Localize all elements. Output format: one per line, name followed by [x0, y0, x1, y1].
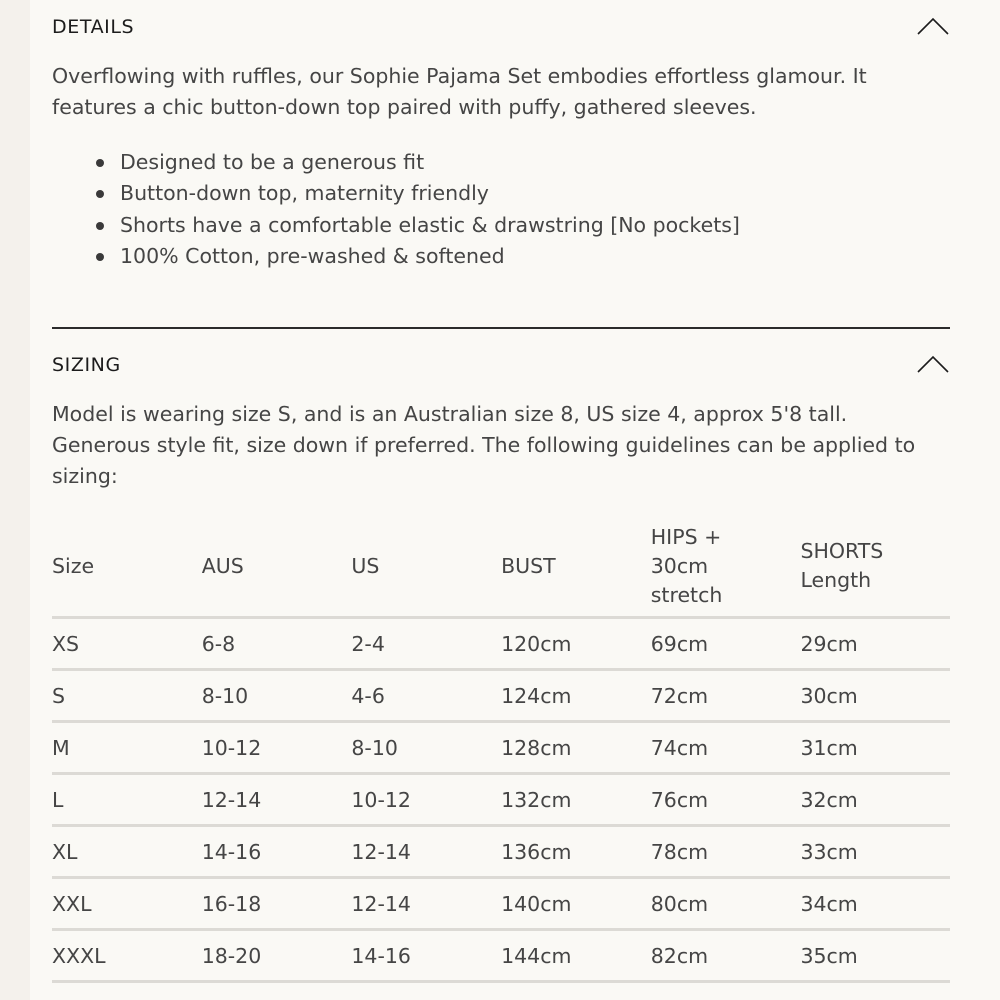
table-cell: 12-14: [202, 774, 352, 826]
table-cell: 124cm: [501, 670, 651, 722]
sizing-accordion-header[interactable]: [52, 345, 950, 385]
table-cell: L: [52, 774, 202, 826]
table-cell: 8-10: [351, 722, 501, 774]
table-cell: 82cm: [651, 930, 801, 982]
table-cell: 35cm: [800, 930, 950, 982]
table-cell: 6-8: [202, 618, 352, 670]
table-cell: XXL: [52, 878, 202, 930]
details-description-line: features a chic button-down top paired with puffy, gathered sleeves.: [52, 95, 757, 119]
column-header-size: Size: [52, 516, 202, 618]
table-row: [52, 774, 950, 826]
table-cell: 31cm: [800, 722, 950, 774]
table-row: [52, 618, 950, 670]
chevron-up-icon[interactable]: [916, 15, 950, 37]
sizing-intro-line: sizing:: [52, 464, 118, 488]
column-header-shorts-length: SHORTS Length: [800, 516, 950, 618]
table-cell: M: [52, 722, 202, 774]
list-item: Designed to be a generous fit: [52, 147, 932, 178]
table-row: [52, 930, 950, 982]
table-cell: 14-16: [351, 930, 501, 982]
sizing-intro-line: Model is wearing size S, and is an Australian size 8, US size 4, approx 5'8 tall.: [52, 402, 848, 426]
table-cell: 32cm: [800, 774, 950, 826]
sizing-intro: [52, 399, 952, 492]
table-cell: 120cm: [501, 618, 651, 670]
table-cell: XXXL: [52, 930, 202, 982]
table-cell: 2-4: [351, 618, 501, 670]
bullet-icon: [96, 190, 104, 198]
column-header-us: US: [351, 516, 501, 618]
table-cell: 69cm: [651, 618, 801, 670]
bullet-icon: [96, 222, 104, 230]
section-divider: [52, 327, 950, 329]
table-cell: 29cm: [800, 618, 950, 670]
table-cell: 30cm: [800, 670, 950, 722]
table-cell: 140cm: [501, 878, 651, 930]
table-cell: 80cm: [651, 878, 801, 930]
table-cell: 14-16: [202, 826, 352, 878]
table-cell: 78cm: [651, 826, 801, 878]
table-cell: 10-12: [202, 722, 352, 774]
table-cell: 16-18: [202, 878, 352, 930]
table-cell: 76cm: [651, 774, 801, 826]
table-cell: 12-14: [351, 878, 501, 930]
list-item: 100% Cotton, pre-washed & softened: [52, 241, 932, 272]
column-header-hips: HIPS + 30cm stretch: [651, 516, 801, 618]
column-header-aus: AUS: [202, 516, 352, 618]
chevron-up-icon[interactable]: [916, 353, 950, 375]
table-header-row: [52, 516, 950, 618]
table-cell: 136cm: [501, 826, 651, 878]
bullet-icon: [96, 159, 104, 167]
table-row: [52, 722, 950, 774]
table-cell: 144cm: [501, 930, 651, 982]
details-bullet-list: [52, 147, 932, 272]
table-cell: 72cm: [651, 670, 801, 722]
table-cell: 33cm: [800, 826, 950, 878]
table-cell: S: [52, 670, 202, 722]
column-header-bust: BUST: [501, 516, 651, 618]
list-item: Shorts have a comfortable elastic & drawstring [No pockets]: [52, 210, 932, 241]
list-item: Button-down top, maternity friendly: [52, 178, 932, 209]
table-cell: 18-20: [202, 930, 352, 982]
table-cell: 34cm: [800, 878, 950, 930]
table-row: [52, 826, 950, 878]
table-row: [52, 670, 950, 722]
table-cell: 12-14: [351, 826, 501, 878]
table-row: [52, 878, 950, 930]
sizing-intro-line: Generous style fit, size down if preferred. The following guidelines can be applied to: [52, 433, 916, 457]
table-cell: 132cm: [501, 774, 651, 826]
bullet-icon: [96, 253, 104, 261]
sizing-title: SIZING: [52, 354, 121, 376]
details-accordion-header[interactable]: [52, 7, 950, 47]
table-cell: XL: [52, 826, 202, 878]
table-cell: 4-6: [351, 670, 501, 722]
table-cell: 10-12: [351, 774, 501, 826]
table-cell: 74cm: [651, 722, 801, 774]
size-chart-table: [52, 516, 950, 983]
table-cell: 8-10: [202, 670, 352, 722]
details-description-line: Overflowing with ruffles, our Sophie Pajama Set embodies effortless glamour. It: [52, 64, 867, 88]
details-description: [52, 61, 952, 123]
table-cell: 128cm: [501, 722, 651, 774]
details-title: DETAILS: [52, 16, 135, 38]
table-cell: XS: [52, 618, 202, 670]
